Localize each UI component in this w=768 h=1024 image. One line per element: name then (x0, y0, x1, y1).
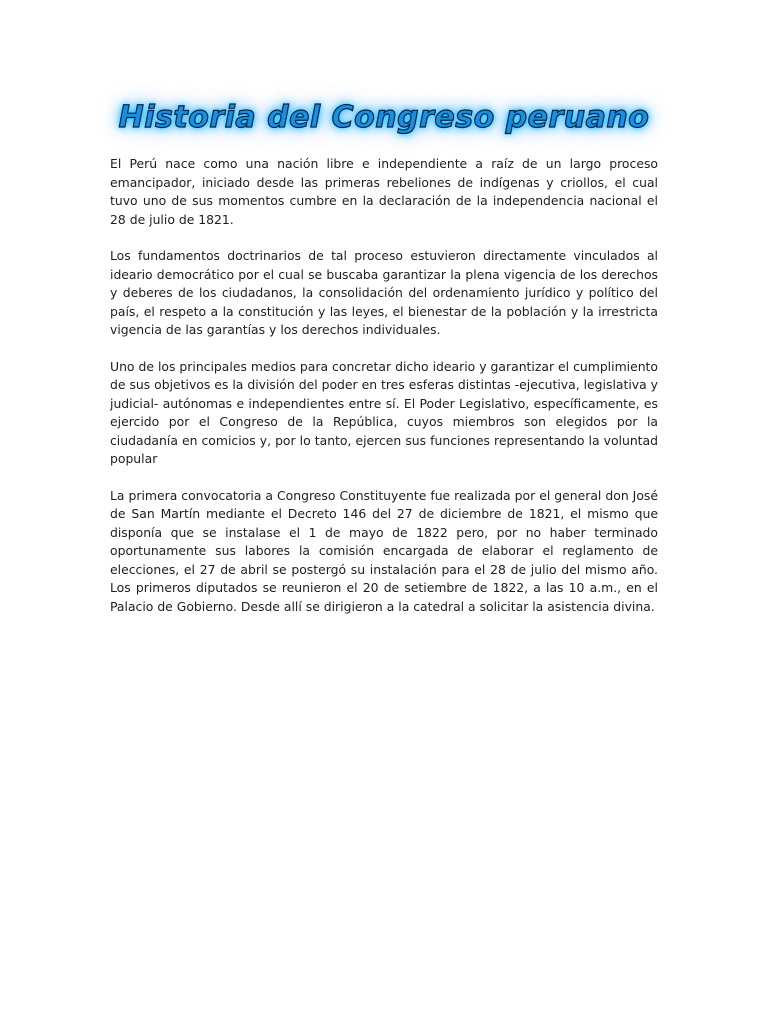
page-title: Historia del Congreso peruano (118, 100, 650, 135)
document-body (110, 155, 658, 634)
title-container (0, 98, 768, 138)
paragraph-first-congress: La primera convocatoria a Congreso Constituyente fue realizada por el general don José de San Martín mediante el Decreto 146 del 27 de diciembre de 1821, el mismo que disponía que se instalase el 1 de mayo de 1822 pero, por no haber terminado oportunamente sus labores la comisión encargada de elaborar el reglamento de elecciones, el 27 de abril se postergó su instalación para el 28 de julio del mismo año. Los primeros diputados se reunieron el 20 de setiembre de 1822, a las 10 a.m., en el Palacio de Gobierno. Desde allí se dirigieron a la catedral a solicitar la asistencia divina. (110, 487, 658, 614)
paragraph-division-of-power: Uno de los principales medios para concretar dicho ideario y garantizar el cumplimiento de sus objetivos es la división del poder en tres esferas distintas -ejecutiva, legislativa y judicial- autónomas e independientes entre sí. El Poder Legislativo, específicamente, es ejercido por el Congreso de la República, cuyos miembros son elegidos por la ciudadanía en comicios y, por lo tanto, ejercen sus funciones representando la voluntad popular (110, 358, 658, 466)
paragraph-independence: El Perú nace como una nación libre e independiente a raíz de un largo proceso emancipador, iniciado desde las primeras rebeliones de indígenas y criollos, el cual tuvo uno de sus momentos cumbre en la declaración de la independencia nacional el 28 de julio de 1821. (110, 156, 658, 227)
paragraph-doctrinal-foundations: Los fundamentos doctrinarios de tal proceso estuvieron directamente vinculados al ideario democrático por el cual se buscaba garantizar la plena vigencia de los derechos y deberes de los ciudadanos, la consolidación del ordenamiento jurídico y político del país, el respeto a la constitución y las leyes, el bienestar de la población y la irrestricta vigencia de las garantías y los derechos individuales. (110, 248, 658, 337)
